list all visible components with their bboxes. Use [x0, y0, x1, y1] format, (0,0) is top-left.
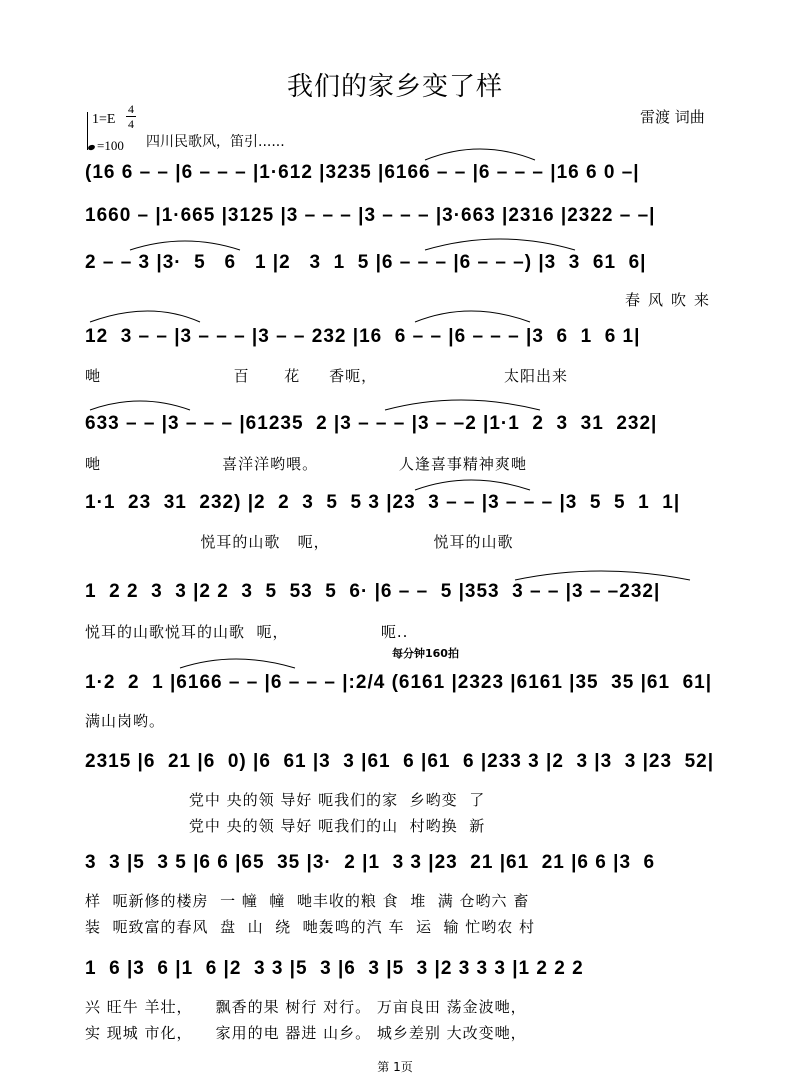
lyric-line: 满山岗哟。 [85, 712, 166, 730]
notation-line: 1 2 2 3 3 |2 2 3 5 53 5 6· |6 – – 5 |353 3 – – |3 – –232| [85, 581, 661, 602]
notation-line: 1 6 |3 6 |1 6 |2 3 3 |5 3 |6 3 |5 3 |2 3 3 3 |1 2 2 2 [85, 958, 584, 979]
lyric-line: 哋 喜洋洋哟喂。 人逢喜事精神爽哋 [85, 455, 527, 473]
lyric-line: 装 呃致富的春风 盘 山 绕 哋轰鸣的汽 车 运 输 忙哟农 村 [85, 918, 536, 936]
lyric-line: 实 现城 市化， 家用的电 器进 山乡。 城乡差别 大改变哋， [85, 1024, 527, 1042]
score-system-2 [0, 205, 790, 233]
style-note: 四川民歌风，笛引...... [146, 134, 285, 150]
score-system-11 [0, 958, 790, 1042]
lyric-line: 兴 旺牛 羊壮， 飘香的果 树行 对行。 万亩良田 荡金波哋， [85, 998, 527, 1016]
lyric-line: 悦耳的山歌悦耳的山歌 呃， 呃.. [85, 623, 409, 641]
score-system-10 [0, 852, 790, 936]
lyric-line: 样 呃新修的楼房 一 幢 幢 哋丰收的粮 食 堆 满 仓哟六 畜 [85, 892, 530, 910]
time-signature [126, 103, 136, 130]
notation-line: 1·1 23 31 232) |2 2 3 5 5 3 |23 3 – – |3 – – – |3 5 5 1 1| [85, 492, 681, 513]
notation-line: 2315 |6 21 |6 0) |6 61 |3 3 |61 6 |61 6 |233 3 |2 3 |3 3 |23 52| [85, 751, 715, 772]
notation-line: 1660 – |1·665 |3125 |3 – – – |3 – – – |3·663 |2316 |2322 – –| [85, 205, 656, 226]
score-system-4 [0, 326, 790, 385]
quarter-note-icon [87, 144, 95, 151]
tempo-value: =100 [97, 138, 124, 153]
score-system-7 [0, 581, 790, 641]
lyric-line: 哋 百 花 香呃， 太阳出来 [85, 367, 569, 385]
score-system-8 [0, 672, 790, 730]
key-signature: 1=E [92, 112, 116, 127]
score-system-9 [0, 751, 790, 835]
notation-line: 633 – – |3 – – – |61235 2 |3 – – – |3 – –2 |1·1 2 3 31 232| [85, 413, 658, 434]
tempo-change-marking: 每分钟160拍 [392, 647, 459, 660]
author-credit: 雷渡 词曲 [640, 108, 705, 126]
notation-line: 2 – – 3 |3· 5 6 1 |2 3 1 5 |6 – – – |6 – – –) |3 3 61 6| [85, 252, 647, 273]
lyric-line: 春风吹来 [625, 291, 718, 309]
lyric-line: 悦耳的山歌 呃， 悦耳的山歌 [85, 533, 514, 551]
lyric-line: 党中 央的领 导好 呃我们的家 乡哟变 了 [85, 791, 486, 809]
time-denominator: 4 [128, 117, 134, 131]
time-numerator: 4 [128, 102, 134, 116]
score-system-3 [0, 252, 790, 309]
notation-line: 3 3 |5 3 5 |6 6 |65 35 |3· 2 |1 3 3 |23 21 |61 21 |6 6 |3 6 [85, 852, 656, 873]
score-system-6 [0, 492, 790, 551]
notation-line: 1·2 2 1 |6166 – – |6 – – – |:2/4 (6161 |2323 |6161 |35 35 |61 61| [85, 672, 713, 693]
score-system-5 [0, 413, 790, 473]
notation-line: (16 6 – – |6 – – – |1·612 |3235 |6166 – – |6 – – – |16 6 0 –| [85, 162, 640, 183]
song-title: 我们的家乡变了样 [286, 72, 503, 102]
tempo-marking [88, 138, 124, 154]
lyric-line: 党中 央的领 导好 呃我们的山 村哟换 新 [85, 817, 486, 835]
score-system-1 [0, 162, 790, 190]
notation-line: 12 3 – – |3 – – – |3 – – 232 |16 6 – – |6 – – – |3 6 1 6 1| [85, 326, 641, 347]
page-footer: 第 1页 [377, 1060, 413, 1074]
